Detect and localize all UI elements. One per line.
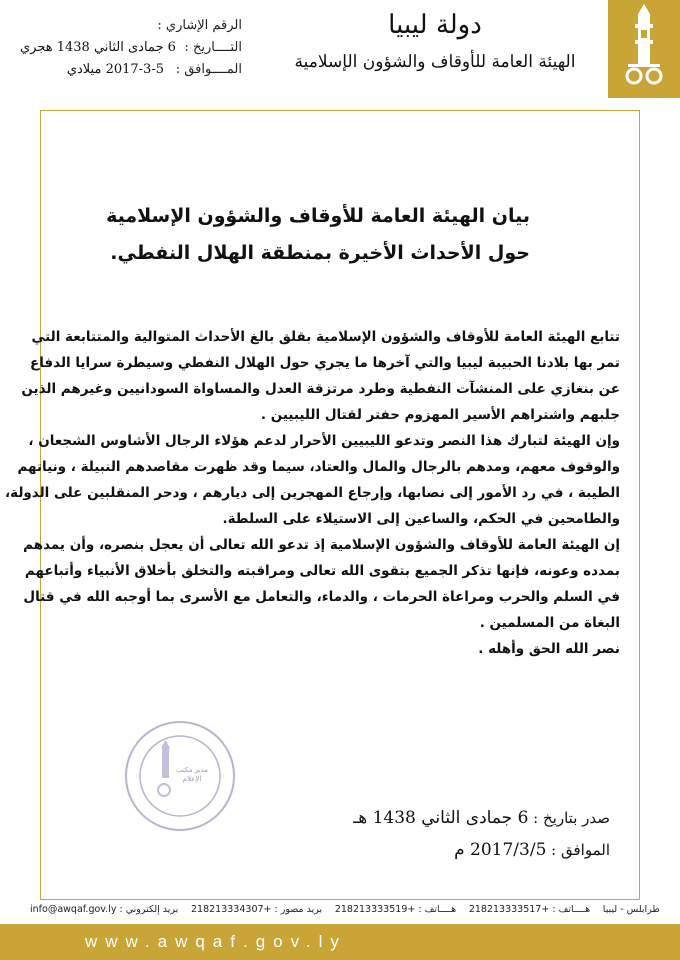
email-label: بريد إلكتروني : <box>119 903 179 915</box>
body-line: الطيبة ، في رد الأمور إلى نصابها، وإرجاع المهجرين إلى ديارهم ، ودحر المنقلبين على الدولة، <box>5 485 620 501</box>
issue-corresponding-value: 2017/3/5 م <box>454 840 547 860</box>
footer-phone2 <box>335 904 456 915</box>
footer-email <box>30 904 178 915</box>
minaret-logo-icon <box>608 0 680 98</box>
website-link[interactable]: www.awqaf.gov.ly <box>85 932 347 951</box>
seal-text: مدير مكتب الإعلام <box>175 766 209 783</box>
ref-date-value: 6 جمادى الثاني 1438 هجري <box>20 39 176 55</box>
ref-corresponding-label: المــــوافق : <box>175 61 242 77</box>
footer-fax <box>191 904 322 915</box>
ref-date-label: التــــاريخ : <box>184 39 242 55</box>
body-line: البغاة من المسلمين . <box>479 615 620 631</box>
issued-label: صدر بتاريخ : <box>533 809 610 827</box>
fax-label: بريد مصور : <box>274 903 323 915</box>
footer-contacts <box>30 900 660 918</box>
body-line: عن بنغازي على المنشآت النفطية وطرد مرتزقة العدل والمساواة السودانيين وغيرهم الذين <box>21 381 620 397</box>
ref-number-row <box>20 14 242 36</box>
authority-name: الهيئة العامة للأوقاف والشؤون الإسلامية <box>294 52 576 72</box>
body-line: إن الهيئة العامة للأوقاف والشؤون الإسلامية إذ تدعو الله تعالى أن يعجل بنصره، وأن يمدهم <box>23 537 620 553</box>
statement-title: بيان الهيئة العامة للأوقاف والشؤون الإسلامية <box>106 205 530 227</box>
state-name: دولة ليبيا <box>388 10 482 40</box>
ref-corresponding-value: 2017-3-5 ميلادي <box>66 61 164 77</box>
official-seal <box>122 718 238 834</box>
body-line: بمدده وعونه، فإنها تذكر الجميع بتقوى الله تعالى ومراقبته والتخلق بأخلاق الأنبياء وأتباعهم <box>24 563 620 579</box>
email-value[interactable]: info@awqaf.gov.ly <box>30 903 117 915</box>
logo-badge <box>608 0 680 98</box>
body-line: تمر بها بلادنا الحبيبة ليبيا والتي آخرها ما يجري حول الهلال النفطي وسيطرة سرايا الدفاع <box>30 355 620 371</box>
phone2-label: هــــاتف : <box>418 903 457 915</box>
body-line: نصر الله الحق وأهله . <box>478 641 620 657</box>
footer-location: طرابلس - ليبيا <box>602 903 660 915</box>
body-line: والوقوف معهم، ومدهم بالرجال والمال والعتاد، سيما وقد ظهرت مقاصدهم النبيلة ، ونياتهم <box>17 459 620 475</box>
phone1-label: هــــاتف : <box>552 903 591 915</box>
issue-date-row <box>353 808 610 828</box>
statement-subtitle: حول الأحداث الأخيرة بمنطقة الهلال النفطي. <box>110 242 530 264</box>
fax-value[interactable]: +218213334307 <box>191 903 272 915</box>
phone1-value[interactable]: +218213333517 <box>468 903 550 915</box>
reference-block <box>20 14 242 80</box>
footer-phone1 <box>469 904 590 915</box>
ref-number-label: الرقم الإشاري : <box>157 17 242 33</box>
body-line: جلبهم واشتراهم الأسير المهزوم حفتر لقتال الليبيين . <box>260 407 620 423</box>
issued-value: 6 جمادى الثاني 1438 هـ <box>353 808 529 828</box>
ref-corresponding-row <box>20 58 242 80</box>
issue-corresponding-label: الموافق : <box>551 841 610 859</box>
body-line: وإن الهيئة لتبارك هذا النصر وتدعو الليبيين الأحرار لدعم هؤلاء الرجال الأشاوس الشجعان ، <box>28 433 620 449</box>
body-line: في السلم والحرب ومراعاة الحرمات ، والدماء، والتعامل مع الأسرى بما أوجبه الله في قتال <box>23 589 620 605</box>
phone2-value[interactable]: +218213333519 <box>334 903 416 915</box>
ref-date-row <box>20 36 242 58</box>
body-line: والطامحين في الحكم، والساعين إلى الاستيلاء على السلطة. <box>222 511 620 527</box>
body-line: تتابع الهيئة العامة للأوقاف والشؤون الإسلامية بقلق بالغ الأحداث المتوالية والمتتابعة التي <box>31 329 620 345</box>
issue-corresponding-row <box>454 840 610 860</box>
